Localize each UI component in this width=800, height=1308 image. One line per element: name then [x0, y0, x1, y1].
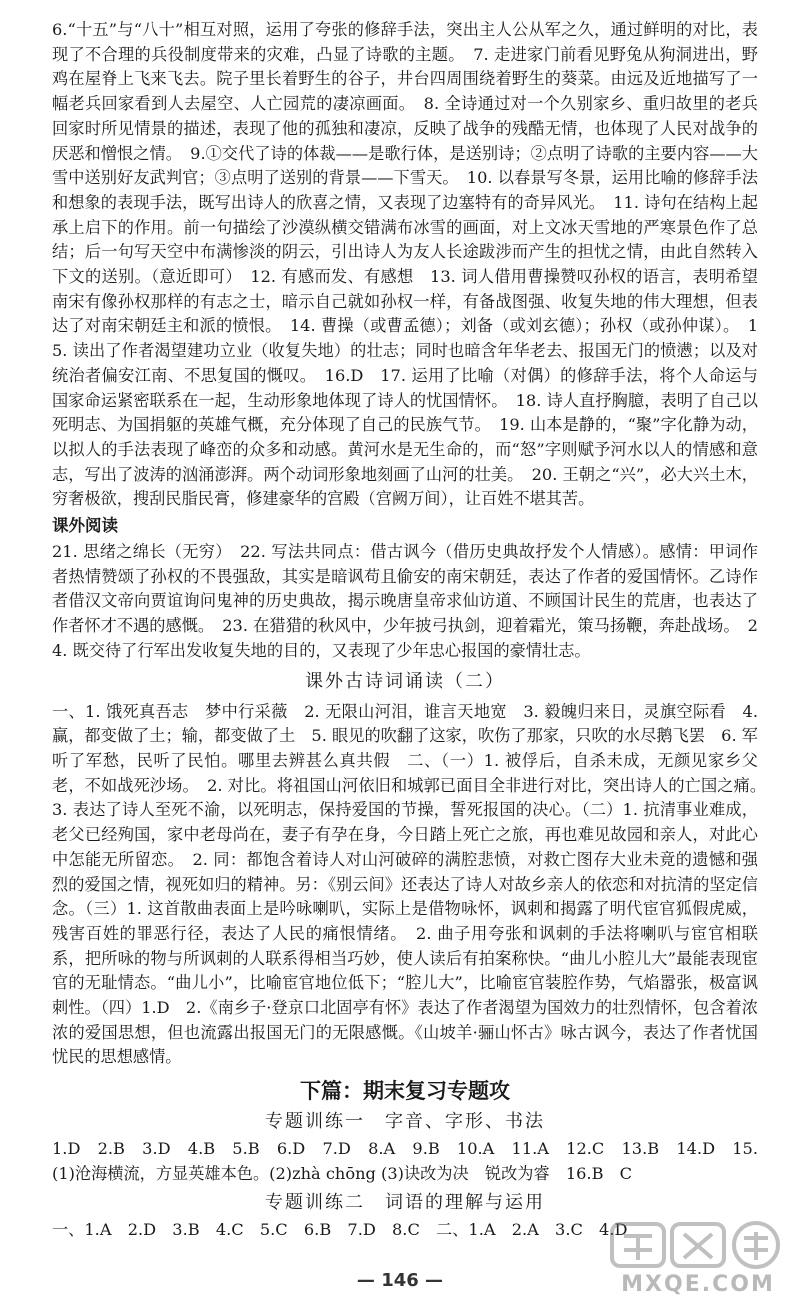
- section-title-classical-poetry-2: 课外古诗词诵读（二）: [305, 670, 505, 692]
- classical-poetry-answers: 一、1. 饿死真吾志 梦中行采薇 2. 无限山河泪，谁言天地宽 3. 毅魄归来日，灵旗空际看 4. 赢，都变做了土；输，都变做了土 5. 眼见的吹翻了这家，吹伤了那家，只吹的水尽鹅飞罢 6. 军听了军愁，民听了民怕。哪里去辨甚么真共假 二、（一）1. 被俘后，自杀未成，无颜见家乡父老，不如战死沙场。 2. 对比。将祖国山河依旧和城郭已面目全非进行对比，突出诗人的亡国之痛。 3. 表达了诗人至死不渝，以死明志，保持爱国的节操，誓死报国的决心。（二）1. 抗清事业难成，老父已经殉国，家中老母尚在，妻子有孕在身，今日踏上死亡之旅，再也难见故园和亲人，对此心中怎能无所留恋。 2. 同：都饱含着诗人对山河破碎的满腔悲愤，对救亡图存大业未竟的遗憾和强烈的爱国之情，视死如归的精神。另：《别云间》还表达了诗人对故乡亲人的依恋和对抗清的坚定信念。（三）1. 这首散曲表面上是吟咏喇叭，实际上是借物咏怀，讽刺和揭露了明代宦官狐假虎威，残害百姓的罪恶行径，表达了人民的痛恨情绪。 2. 曲子用夸张和讽刺的手法将喇叭与宦官相联系，把所咏的物与所讽刺的人联系得相当巧妙，使人读后有拍案称快。“曲儿小腔儿大”最能表现宦官的无耻情态。“曲儿小”，比喻宦官地位低下；“腔儿大”，比喻宦官装腔作势，气焰嚣张，极富讽刺性。（四）1.D 2.《南乡子·登京口北固亭有怀》表达了作者渴望为国效力的壮烈情怀，包含着浓浓的爱国思想，但也流露出报国无门的无限感慨。《山坡羊·骊山怀古》咏古讽今，表达了作者忧国忧民的思想感情。: [52, 701, 775, 1067]
- answer-page: [52, 18, 775, 1242]
- page-number-dash-left: —: [356, 1270, 382, 1291]
- page-number-value: 146: [381, 1270, 419, 1291]
- extracurricular-reading-heading: 课外阅读: [52, 516, 118, 536]
- training-2-title: 专题训练二 词语的理解与运用: [265, 1191, 545, 1213]
- watermark-url: MXQE.COM: [621, 1272, 775, 1297]
- answers-paragraph-21-24: 21. 思绪之绵长（无穷） 22. 写法共同点：借古讽今（借历史典故抒发个人情感）。感情：甲词作者热情赞颂了孙权的不畏强敌，其实是暗讽苟且偷安的南宋朝廷，表达了作者的爱国情怀。乙诗作者借汉文帝向贾谊询问鬼神的历史典故，揭示晚唐皇帝求仙访道、不顾国计民生的荒唐，也表达了作者怀才不遇的感慨。 23. 在猎猎的秋风中，少年披弓执剑，迎着霜光，策马扬鞭，奔赴战场。 24. 既交待了行军出发收复失地的目的，又表现了少年忠心报国的豪情壮志。: [52, 542, 758, 660]
- page-number-dash-right: —: [418, 1270, 444, 1291]
- training-1-answers: 1.D 2.B 3.D 4.B 5.B 6.D 7.D 8.A 9.B 10.A 11.A 12.C 13.B 14.D 15.(1)沧海横流，方显英雄本色。(2)zhà chōng (3)诀改为决 锐改为睿 16.B C: [52, 1139, 758, 1183]
- training-1-title: 专题训练一 字音、字形、书法: [265, 1111, 545, 1133]
- part-title-final-review: 下篇：期末复习专题攻: [300, 1079, 510, 1104]
- watermark-logo-icon: [610, 1220, 786, 1270]
- answers-paragraph-6-20: 6.“十五”与“八十”相互对照，运用了夸张的修辞手法，突出主人公从军之久，通过鲜明的对比，表现了不合理的兵役制度带来的灾难，凸显了诗歌的主题。 7. 走进家门前看见野兔从狗洞进出，野鸡在屋脊上飞来飞去。院子里长着野生的谷子，井台四周围绕着野生的葵菜。由远及近地描写了一幅老兵回家看到人去屋空、人亡园荒的凄凉画面。 8. 全诗通过对一个久别家乡、重归故里的老兵回家时所见情景的描述，表现了他的孤独和凄凉，反映了战争的残酷无情，也体现了人民对战争的厌恶和憎恨之情。 9.①交代了诗的体裁——是歌行体，是送别诗；②点明了诗歌的主要内容——大雪中送别好友武判官；③点明了送别的背景——下雪天。 10. 以春景写冬景，运用比喻的修辞手法和想象的表现手法，既写出诗人的欣喜之情，又表现了边塞特有的奇异风光。 11. 诗句在结构上起承上启下的作用。前一句描绘了沙漠纵横交错满布冰雪的画面，对上文冰天雪地的严寒景色作了总结；后一句写天空中布满惨淡的阴云，引出诗人为友人长途跋涉而产生的担忧之情，由此自然转入下文的送别。（意近即可） 12. 有感而发、有感想 13. 词人借用曹操赞叹孙权的语言，表明希望南宋有像孙权那样的有志之士，暗示自己就如孙权一样，有备战图强、收复失地的伟大理想，但表达了对南宋朝廷主和派的愤恨。 14. 曹操（或曹孟德）；刘备（或刘玄德）；孙权（或孙仲谋）。 15. 读出了作者渴望建功立业（收复失地）的壮志；同时也暗含年华老去、报国无门的愤懑；以及对统治者偏安江南、不思复国的慨叹。 16.D 17. 运用了比喻（对偶）的修辞手法，将个人命运与国家命运紧密联系在一起，生动形象地体现了诗人的忧国情怀。 18. 诗人直抒胸臆，表明了自己以死明志、为国捐躯的英雄气概，充分体现了自己的民族气节。 19. 山本是静的，“聚”字化静为动，以拟人的手法表现了峰峦的众多和动感。黄河水是无生命的，而“怒”字则赋予河水以人的情感和意志，写出了波涛的汹涌澎湃。两个动词形象地刻画了山河的壮美。 20. 王朝之“兴”，必大兴土木，穷奢极欲，搜刮民脂民膏，修建豪华的宫殿（宫阙万间），让百姓不堪其苦。: [52, 20, 758, 509]
- training-2-answers: 一、1.A 2.D 3.B 4.C 5.C 6.B 7.D 8.C 二、1.A 2.A 3.C 4.D: [52, 1219, 628, 1239]
- watermark: [610, 1220, 786, 1302]
